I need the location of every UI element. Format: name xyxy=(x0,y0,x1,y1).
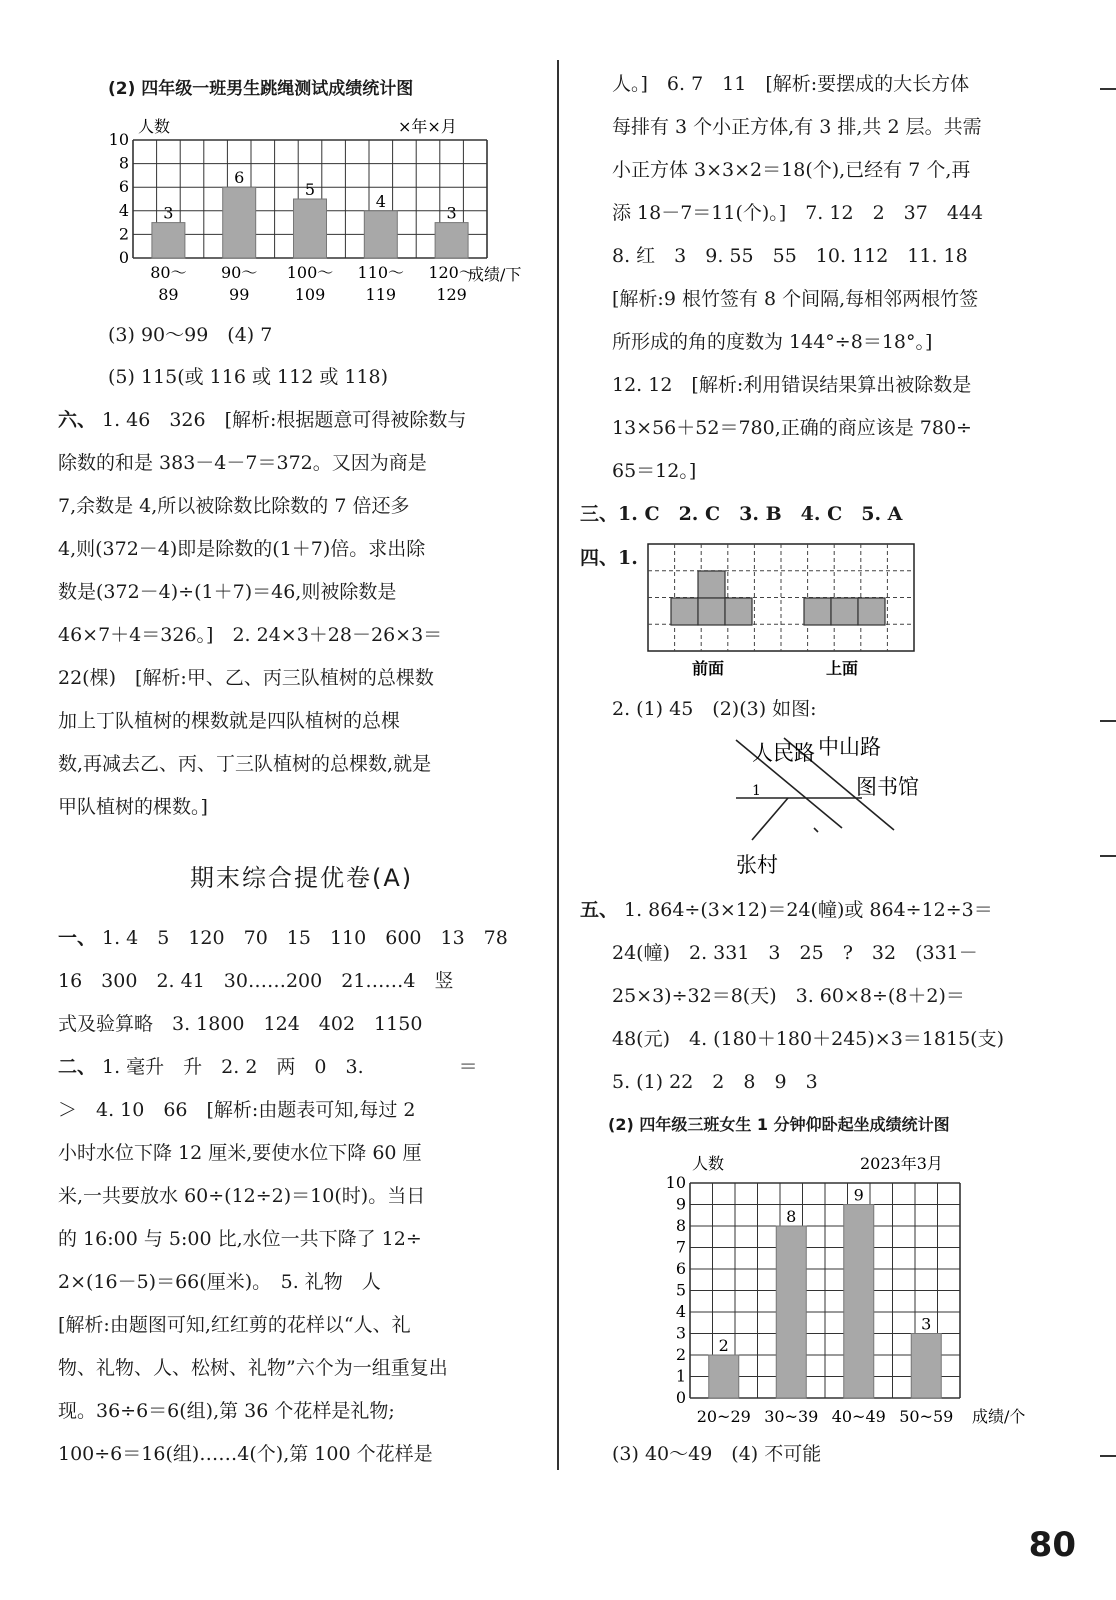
bar xyxy=(364,211,397,258)
text-line: 每排有 3 个小正方体,有 3 排,共 2 层。共需 xyxy=(612,116,982,138)
x-tick-label: 20~29 xyxy=(696,1407,751,1426)
text-line: 式及验算略 3. 1800 124 402 1150 xyxy=(58,1013,423,1035)
data-label: 6 xyxy=(234,168,245,188)
text-line: 25×3)÷32＝8(天) 3. 60×8÷(8＋2)＝ xyxy=(612,985,965,1007)
text-line: [解析:9 根竹签有 8 个间隔,每相邻两根竹签 xyxy=(612,288,979,310)
text-line: 1. 毫升 升 2. 2 两 0 3. ＝ xyxy=(102,1056,478,1078)
road-label-zhongshan: 中山路 xyxy=(818,735,881,759)
text-line: 46×7＋4＝326。] 2. 24×3＋28－26×3＝ xyxy=(58,624,443,646)
village-label: 张村 xyxy=(736,853,778,877)
y-tick-label: 2 xyxy=(675,1345,686,1364)
text-line: 8. 红 3 9. 55 55 10. 112 11. 18 xyxy=(612,245,968,267)
edge-mark xyxy=(1100,88,1116,90)
data-label: 9 xyxy=(853,1185,864,1205)
y-tick-label: 10 xyxy=(108,130,129,149)
text-line: 加上丁队植树的棵数就是四队植树的总棵 xyxy=(58,710,401,732)
library-label: 图书馆 xyxy=(856,775,919,799)
text-line: 人。] 6. 7 11 [解析:要摆成的大长方体 xyxy=(612,73,970,95)
bar xyxy=(435,223,468,258)
section-label: 五、 xyxy=(580,899,619,921)
y-tick-label: 3 xyxy=(675,1323,686,1343)
section-label: 六、 xyxy=(58,409,97,431)
y-tick-label: 7 xyxy=(675,1237,686,1257)
x-tick-label: 30~39 xyxy=(764,1407,819,1426)
x-tick-label: 40~49 xyxy=(831,1407,886,1426)
front-view-block xyxy=(725,598,752,625)
text-line: 2. (1) 45 (2)(3) 如图: xyxy=(612,698,817,720)
front-view-label: 前面 xyxy=(692,659,725,678)
text-line: 12. 12 [解析:利用错误结果算出被除数是 xyxy=(612,374,972,396)
front-view-block xyxy=(671,598,698,625)
y-axis-label: 人数 xyxy=(138,117,171,136)
y-tick-label: 2 xyxy=(118,224,129,244)
chart2 xyxy=(612,1145,1052,1435)
text-line: 4,则(372－4)即是除数的(1＋7)倍。求出除 xyxy=(58,538,426,560)
x-tick-label: 100～ xyxy=(286,263,334,282)
y-axis-label: 人数 xyxy=(692,1154,725,1173)
bar xyxy=(294,199,327,258)
y-tick-label: 4 xyxy=(675,1302,686,1321)
x-axis-label: 成绩/下 xyxy=(468,265,522,284)
text-line: 现。36÷6＝6(组),第 36 个花样是礼物; xyxy=(58,1400,395,1422)
y-tick-label: 5 xyxy=(675,1280,686,1300)
chart1 xyxy=(58,108,538,358)
text-line: 24(幢) 2. 331 3 25 ? 32 (331－ xyxy=(612,942,978,964)
text-line: 甲队植树的棵数。] xyxy=(58,796,208,818)
y-tick-label: 1 xyxy=(675,1366,686,1386)
data-label: 5 xyxy=(304,180,316,199)
text-line: (3) 90～99 (4) 7 xyxy=(108,324,273,346)
text-line: 添 18－7＝11(个)。] 7. 12 2 37 444 xyxy=(612,202,984,224)
y-tick-label: 4 xyxy=(118,200,129,220)
x-tick-label: 99 xyxy=(229,285,250,304)
x-tick-label: 119 xyxy=(365,285,397,304)
text-line: 除数的和是 383－4－7＝372。又因为商是 xyxy=(58,452,427,474)
text-line: 物、礼物、人、松树、礼物”六个为一组重复出 xyxy=(58,1357,448,1379)
text-line: 1. 864÷(3×12)＝24(幢)或 864÷12÷3＝ xyxy=(624,899,993,921)
text-line: 小时水位下降 12 厘米,要使水位下降 60 厘 xyxy=(58,1142,422,1164)
text-line: (5) 115(或 116 或 112 或 118) xyxy=(108,366,389,388)
x-tick-label: 110～ xyxy=(357,263,405,282)
angle-label: 1 xyxy=(752,783,761,799)
top-view-block xyxy=(831,598,858,625)
x-tick-label: 89 xyxy=(158,285,179,304)
chart-date: 2023年3月 xyxy=(860,1154,943,1173)
section-title: 期末综合提优卷(A) xyxy=(190,864,414,892)
y-tick-label: 10 xyxy=(665,1173,686,1192)
section-label: 四、1. xyxy=(580,547,638,569)
edge-mark xyxy=(1100,855,1116,857)
text-line: ＞ 4. 10 66 [解析:由题表可知,每过 2 xyxy=(58,1099,416,1121)
bar xyxy=(152,223,185,258)
chart1-title: (2) 四年级一班男生跳绳测试成绩统计图 xyxy=(108,79,414,99)
data-label: 4 xyxy=(375,191,386,211)
road-map-figure xyxy=(722,732,1022,892)
page-number: 80 xyxy=(1028,1525,1076,1565)
road-label-renmin: 人民路 xyxy=(752,741,815,765)
y-tick-label: 0 xyxy=(118,248,129,267)
text-line: 小正方体 3×3×2＝18(个),已经有 7 个,再 xyxy=(612,159,971,181)
text-line: 13×56＋52＝780,正确的商应该是 780÷ xyxy=(612,417,972,439)
top-view-block xyxy=(804,598,831,625)
y-tick-label: 8 xyxy=(118,153,129,173)
text-line: [解析:由题图可知,红红剪的花样以“人、礼 xyxy=(58,1314,411,1336)
data-label: 2 xyxy=(718,1336,729,1355)
text-line: 7,余数是 4,所以被除数比除数的 7 倍还多 xyxy=(58,495,410,517)
text-line: 2×(16－5)＝66(厘米)。 5. 礼物 人 xyxy=(58,1271,381,1293)
text-line: 1. 4 5 120 70 15 110 600 13 78 xyxy=(102,927,508,949)
text-line: 的 16:00 与 5:00 比,水位一共下降了 12÷ xyxy=(58,1228,422,1250)
chart-date: ×年×月 xyxy=(398,117,457,136)
y-tick-label: 0 xyxy=(675,1388,686,1407)
text-line: 数,再减去乙、丙、丁三队植树的总棵数,就是 xyxy=(58,753,432,775)
x-tick-label: 129 xyxy=(436,285,467,304)
text-line: 三、1. C 2. C 3. B 4. C 5. A xyxy=(580,503,903,525)
front-view-block xyxy=(698,571,725,598)
x-tick-label: 80～ xyxy=(150,263,187,282)
text-line: 48(元) 4. (180＋180＋245)×3＝1815(支) xyxy=(612,1028,1004,1050)
text-line: 65＝12。] xyxy=(612,460,697,482)
text-line: 16 300 2. 41 30……200 21……4 竖 xyxy=(58,970,454,992)
front-view-block xyxy=(698,598,725,625)
text-line: (3) 40～49 (4) 不可能 xyxy=(612,1443,822,1465)
bar xyxy=(709,1355,739,1398)
top-view-block xyxy=(858,598,885,625)
data-label: 3 xyxy=(921,1314,932,1334)
x-tick-label: 120～ xyxy=(428,263,475,282)
x-tick-label: 109 xyxy=(294,285,326,304)
bar xyxy=(911,1334,941,1399)
top-view-label: 上面 xyxy=(826,659,859,678)
bar xyxy=(844,1205,874,1399)
text-line: 1. 46 326 [解析:根据题意可得被除数与 xyxy=(102,409,467,431)
text-line: 100÷6＝16(组)……4(个),第 100 个花样是 xyxy=(58,1443,433,1465)
text-line: 米,一共要放水 60÷(12÷2)＝10(时)。当日 xyxy=(58,1185,426,1207)
y-tick-label: 6 xyxy=(675,1259,686,1278)
text-line: 5. (1) 22 2 8 9 3 xyxy=(612,1071,818,1093)
y-tick-label: 9 xyxy=(675,1194,686,1214)
x-tick-label: 90～ xyxy=(221,263,258,282)
column-divider xyxy=(557,60,559,1470)
text-line: 数是(372－4)÷(1＋7)＝46,则被除数是 xyxy=(58,581,397,603)
y-tick-label: 8 xyxy=(675,1216,686,1235)
section-label: 二、 xyxy=(58,1056,97,1078)
data-label: 3 xyxy=(446,203,457,223)
bar xyxy=(776,1226,806,1398)
data-label: 3 xyxy=(163,203,174,223)
chart2-title: (2) 四年级三班女生 1 分钟仰卧起坐成绩统计图 xyxy=(608,1115,950,1134)
edge-mark xyxy=(1100,1455,1116,1457)
x-tick-label: 50~59 xyxy=(899,1407,954,1426)
edge-mark xyxy=(1100,720,1116,722)
text-line: 所形成的角的度数为 144°÷8＝18°。] xyxy=(612,331,933,353)
y-tick-label: 6 xyxy=(118,177,129,197)
data-label: 8 xyxy=(786,1207,797,1226)
three-view-figure xyxy=(642,540,922,680)
section-label: 一、 xyxy=(58,927,97,949)
x-axis-label: 成绩/个 xyxy=(972,1407,1026,1426)
bar xyxy=(223,187,256,258)
text-line: 22(棵) [解析:甲、乙、丙三队植树的总棵数 xyxy=(58,667,434,689)
